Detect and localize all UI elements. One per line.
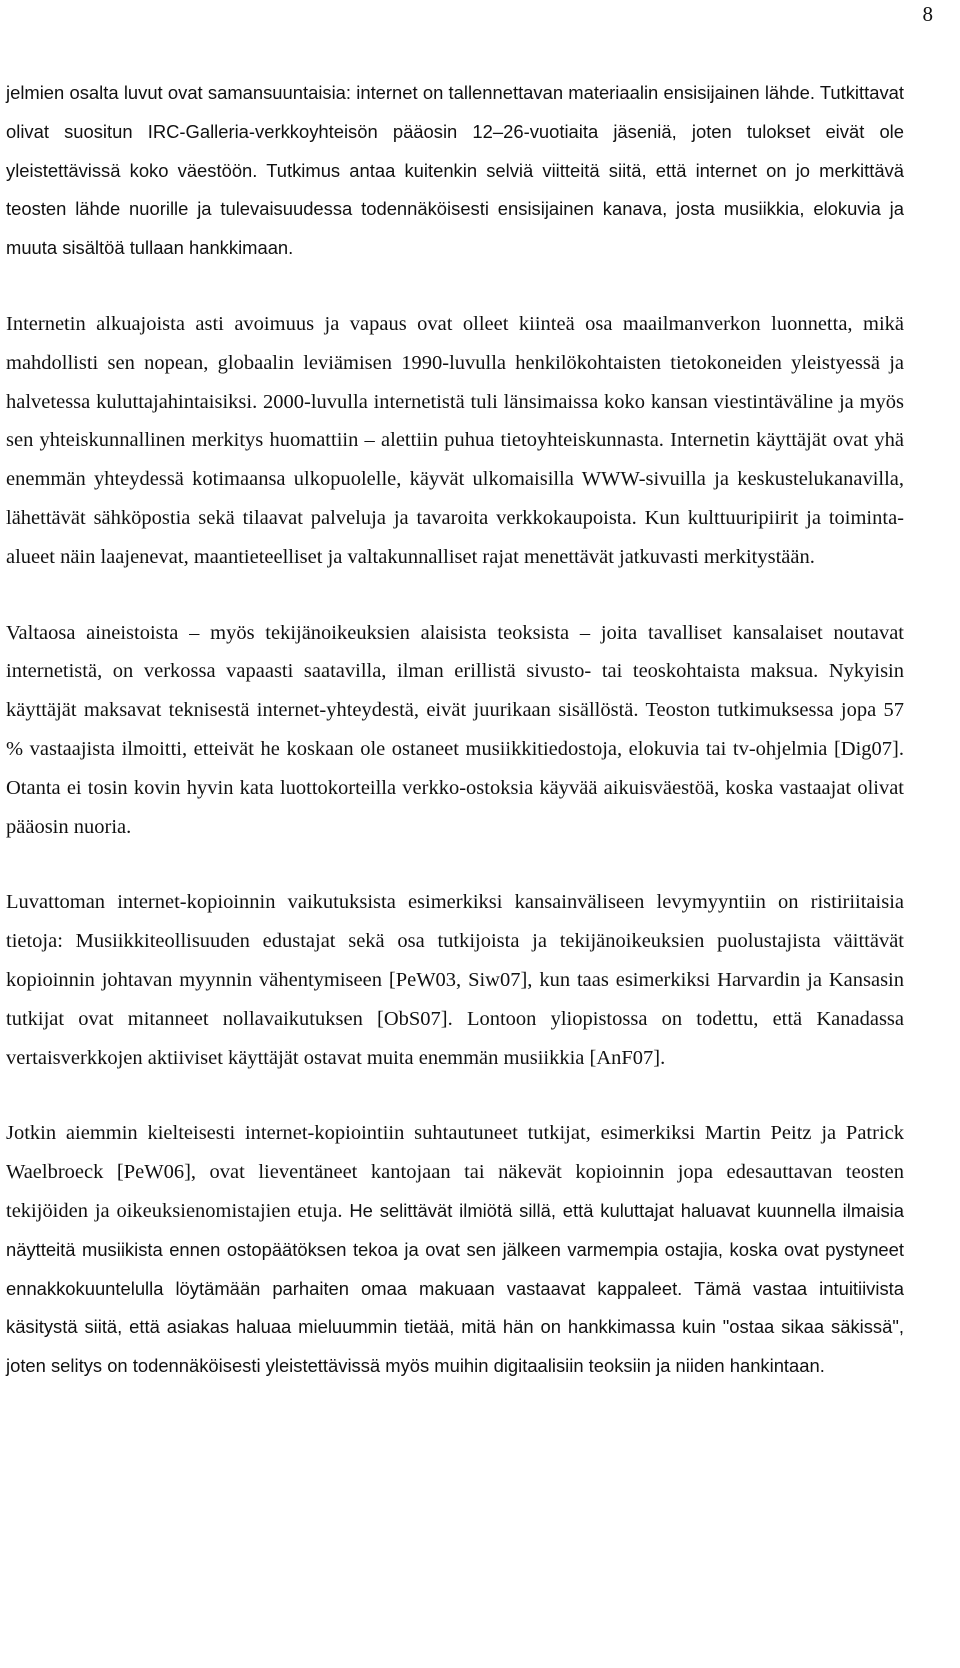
paragraph-3 <box>6 614 904 847</box>
paragraph-4-serif-text: Luvattoman internet-kopioinnin vaikutuksista esimerkiksi kansainväliseen levymyyntiin on ristiriitaisia tietoja: Musiikkiteollisuuden edustajat sekä osa tutkijoista ja tekijänoikeuksien puolustajista väittävät kopioinnin johtavan myynnin vähentymiseen [PeW03, Siw07], kun taas esimerkiksi Harvardin ja Kansasin tutkijat ovat mitanneet nollavaikutuksen [ObS07]. Lontoon yliopistossa on todettu, että Kanadassa vertaisverkkojen aktiiviset käyttäjät ostavat muita enemmän musiikkia [AnF07]. <box>6 891 904 1069</box>
paragraph-1-sans-text: jelmien osalta luvut ovat samansuuntaisia: internet on tallennettavan materiaalin ensisijainen lähde. Tutkittavat olivat suositun IRC-Galleria-verkkoyhteisön pääosin 12–26-vuotiaita jäseniä, joten tulokset eivät ole yleistettävissä koko väestöön. Tutkimus antaa kuitenkin selviä viitteitä siitä, että internet on jo merkittävä teosten lähde nuorille ja tulevaisuudessa todennäköisesti ensisijainen kanava, josta musiikkia, elokuvia ja muuta sisältöä tullaan hankkimaan. <box>6 82 904 259</box>
paragraph-1 <box>6 74 904 268</box>
paragraph-3-serif-text: Valtaosa aineistoista – myös tekijänoikeuksien alaisista teoksista – joita tavalliset kansalaiset noutavat internetistä, on verkossa vapaasti saatavilla, ilman erillistä sivusto- tai teoskohtaista maksua. Nykyisin käyttäjät maksavat teknisestä internet-yhteydestä, eivät juurikaan sisällöstä. Teoston tutkimuksessa jopa 57 % vastaajista ilmoitti, etteivät he koskaan ole ostaneet musiikkitiedostoja, elokuvia tai tv-ohjelmia [Dig07]. Otanta ei tosin kovin hyvin kata luottokorteilla verkko-ostoksia käyvää aikuisväestöä, koska vastaajat olivat pääosin nuoria. <box>6 621 904 838</box>
paragraph-5 <box>6 1114 904 1386</box>
paragraph-5-sans-text: He selittävät ilmiötä sillä, että kuluttajat haluavat kuunnella ilmaisia näytteitä musiikista ennen ostopäätöksen tekoa ja ovat sen jälkeen varmempia ostajia, koska ovat pystyneet ennakkokuuntelulla löytämään parhaiten omaa makuaan vastaavat kappaleet. Tämä vastaa intuitiivista käsitystä siitä, että asiakas haluaa mieluummin tietää, mitä hän on hankkimassa kuin "ostaa sikaa säkissä", joten selitys on todennäköisesti yleistettävissä myös muihin digitaalisiin teoksiin ja niiden hankintaan. <box>6 1199 904 1377</box>
paragraph-2-serif-text: Internetin alkuajoista asti avoimuus ja vapaus ovat olleet kiinteä osa maailmanverkon luonnetta, mikä mahdollisti sen nopean, globaalin leviämisen 1990-luvulla henkilökohtaisten tietokoneiden yleistyessä ja halvetessa kuluttajahintaisiksi. 2000-luvulla internetistä tuli länsimaissa koko kansan viestintäväline ja myös sen yhteiskunnallinen merkitys huomattiin – alettiin puhua tietoyhteiskunnasta. Internetin käyttäjät ovat yhä enemmän yhteydessä kotimaansa ulkopuolelle, käyvät ulkomaisilla WWW-sivuilla ja keskustelukanavilla, lähettävät sähköpostia sekä tilaavat palveluja ja tavaroita verkkokaupoista. Kun kulttuuripiirit ja toiminta-alueet näin laajenevat, maantieteelliset ja valtakunnalliset rajat menettävät jatkuvasti merkitystään. <box>6 312 904 568</box>
paragraph-5-serif-text: Jotkin aiemmin kielteisesti internet-kopiointiin suhtautuneet tutkijat, esimerkiksi Martin Peitz ja Patrick Waelbroeck [PeW06], ovat lieventäneet kantojaan tai näkevät kopioinnin jopa edesauttavan teosten tekijöiden ja oikeuksienomistajien etuja. <box>6 1122 904 1222</box>
paragraph-2 <box>6 305 904 577</box>
document-body <box>6 74 904 1386</box>
page-number: 8 <box>922 2 933 26</box>
paragraph-4 <box>6 883 904 1077</box>
